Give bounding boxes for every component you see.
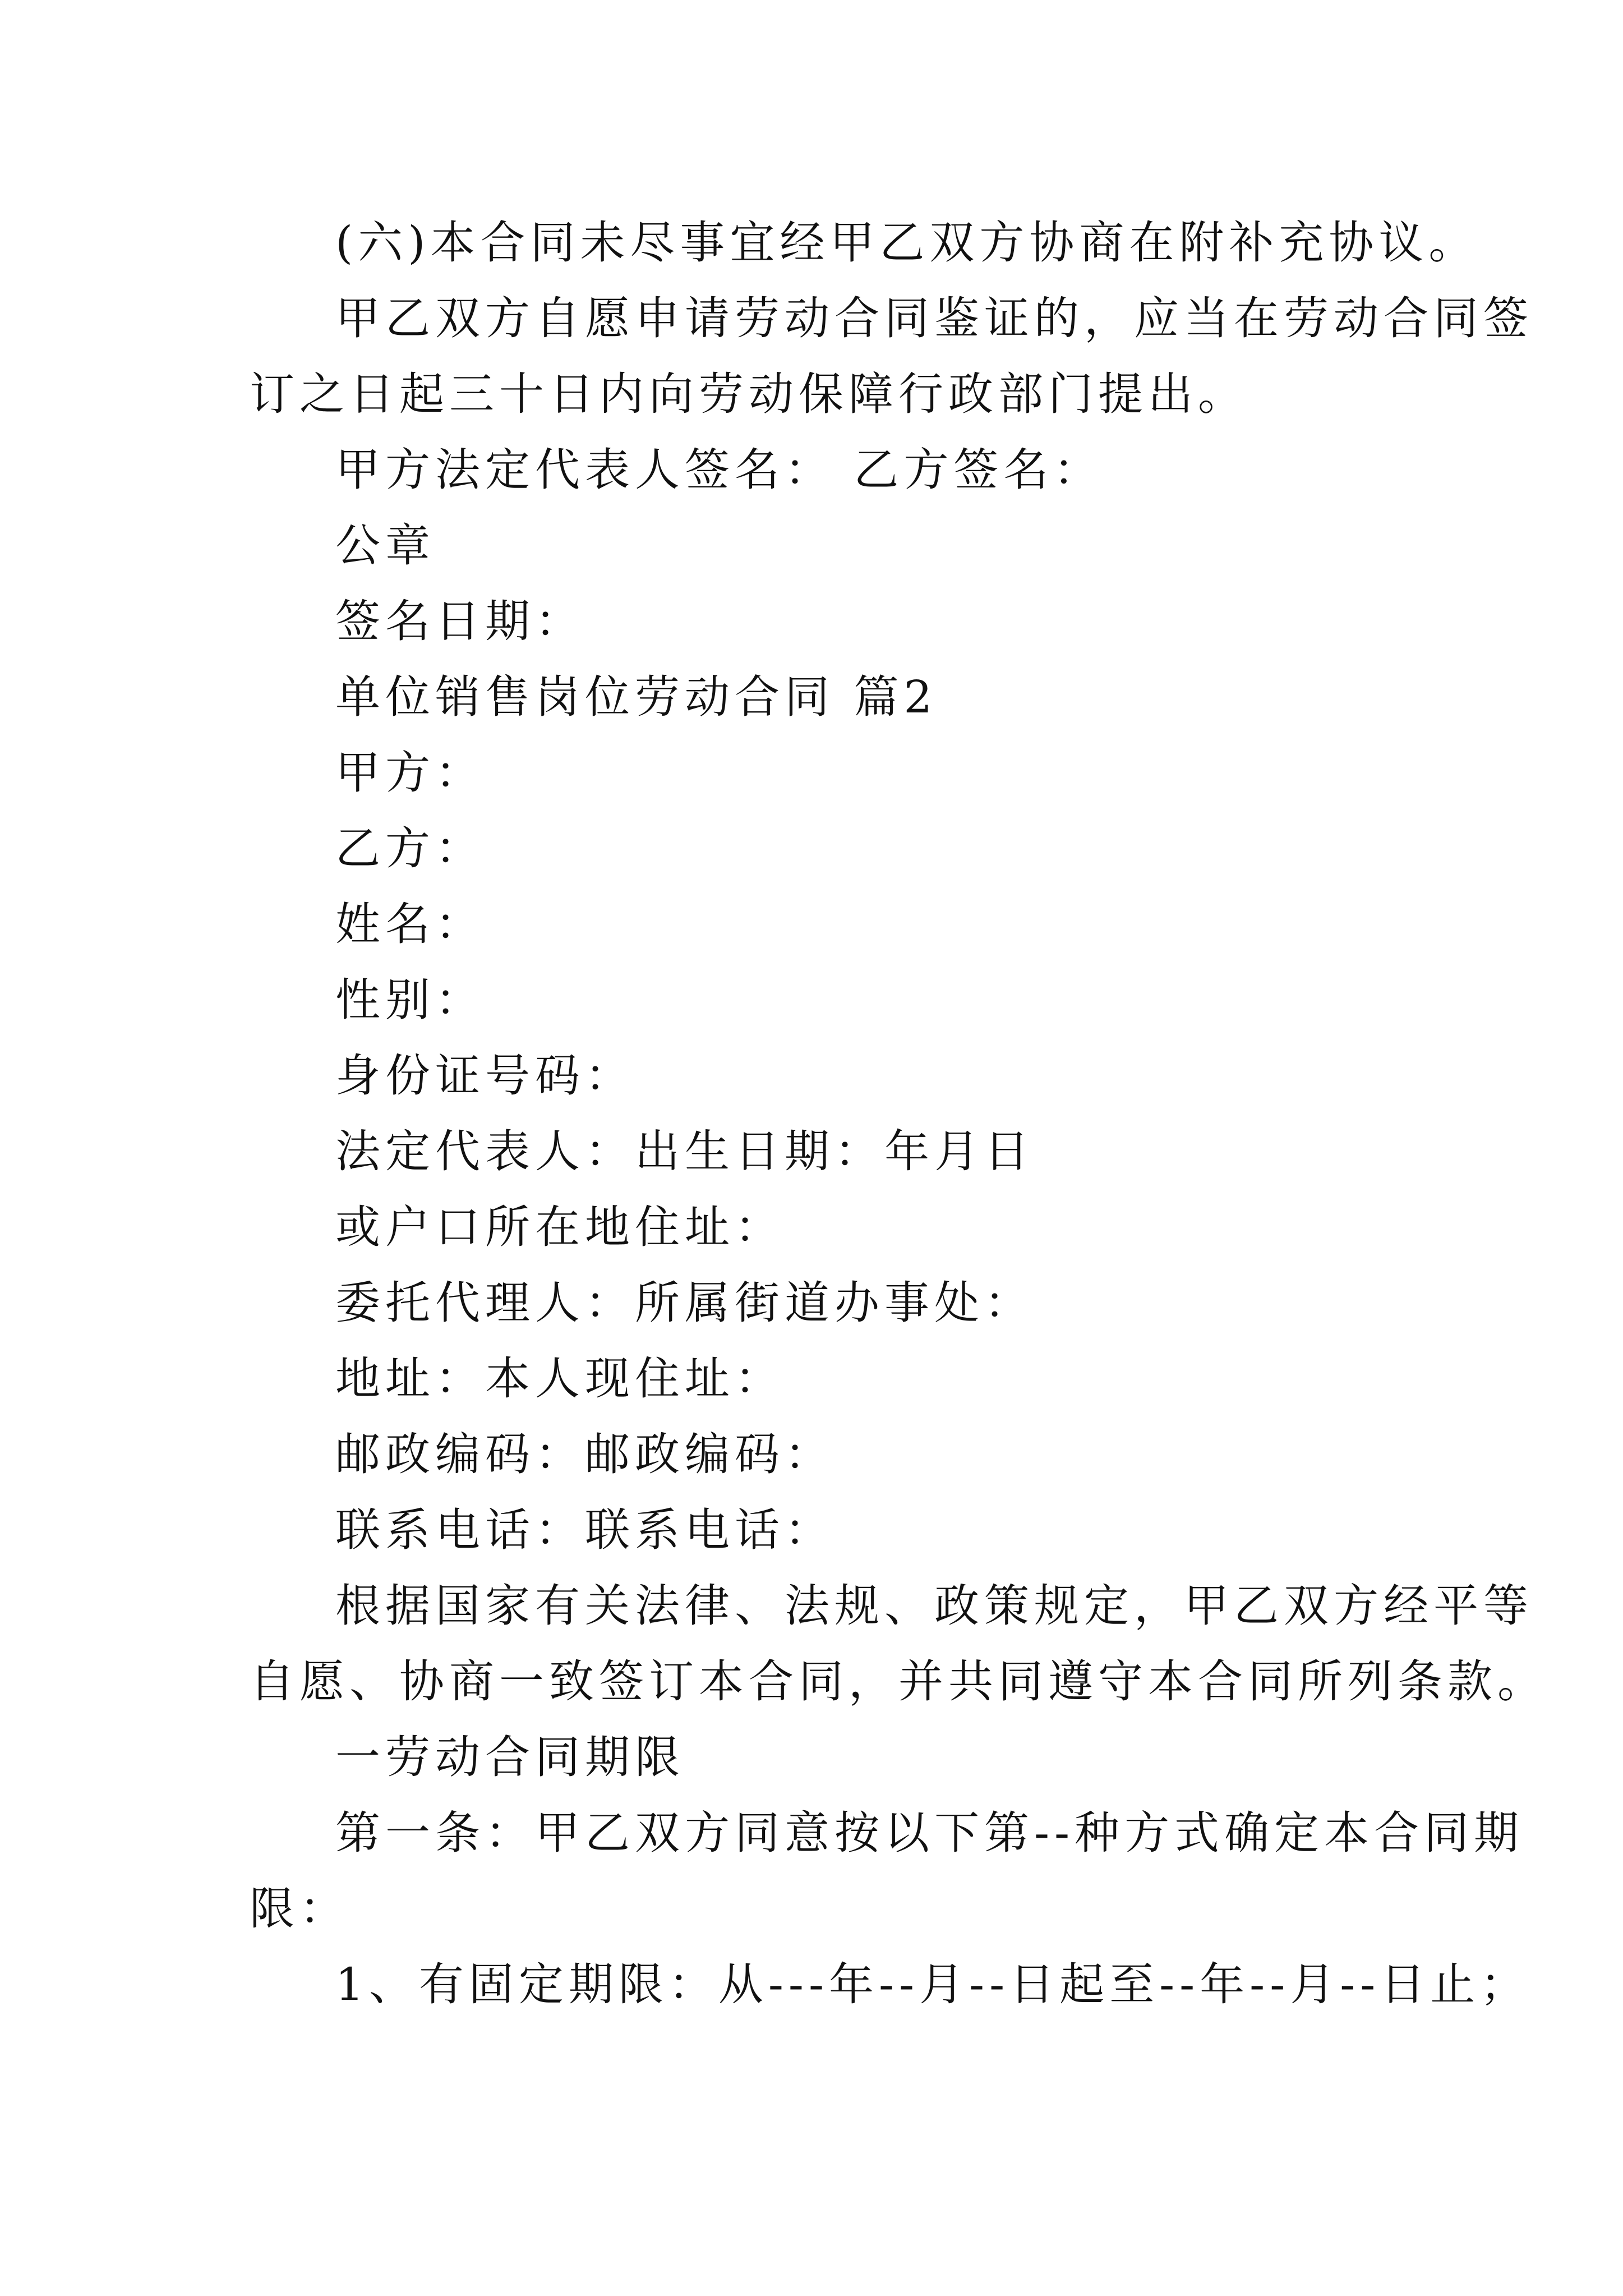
id-number-label: 身份证号码： (335, 1050, 635, 1102)
chapter-1-heading: 一劳动合同期限 (335, 1731, 685, 1783)
preamble-line2: 自愿、协商一致签订本合同，并共同遵守本合同所列条款。 (250, 1655, 1547, 1708)
official-seal-label: 公章 (335, 519, 435, 572)
name-label: 姓名： (335, 898, 485, 950)
party-b-label: 乙方： (335, 822, 485, 875)
section-title: 单位销售岗位劳动合同 篇2 (335, 671, 938, 723)
legal-rep-birthdate-line: 法定代表人：出生日期：年月日 (335, 1125, 1034, 1177)
signature-date-label: 签名日期： (335, 595, 585, 647)
agent-subdistrict-line: 委托代理人：所属街道办事处： (335, 1277, 1034, 1329)
article-1-line1: 第一条：甲乙双方同意按以下第--种方式确定本合同期 (335, 1807, 1524, 1859)
gender-label: 性别： (335, 974, 485, 1026)
registered-address-label: 或户口所在地住址： (335, 1201, 785, 1253)
fixed-term-line: 1、有固定期限：从---年--月--日起至--年--月--日止； (335, 1958, 1530, 2010)
article-1-line2: 限： (250, 1883, 349, 1935)
paragraph-verification-line1: 甲乙双方自愿申请劳动合同鉴证的，应当在劳动合同签 (335, 292, 1533, 344)
signature-line: 甲方法定代表人签名： 乙方签名： (335, 444, 1104, 496)
clause-6-supplementary: (六)本合同未尽事宜经甲乙双方协商在附补充协议。 (335, 217, 1479, 269)
party-a-label: 甲方： (335, 747, 485, 799)
address-line: 地址：本人现住址： (335, 1352, 785, 1405)
preamble-line1: 根据国家有关法律、法规、政策规定，甲乙双方经平等 (335, 1580, 1533, 1632)
paragraph-verification-line2: 订之日起三十日内向劳动保障行政部门提出。 (250, 368, 1248, 420)
postal-code-line: 邮政编码：邮政编码： (335, 1428, 834, 1480)
phone-line: 联系电话：联系电话： (335, 1504, 834, 1556)
